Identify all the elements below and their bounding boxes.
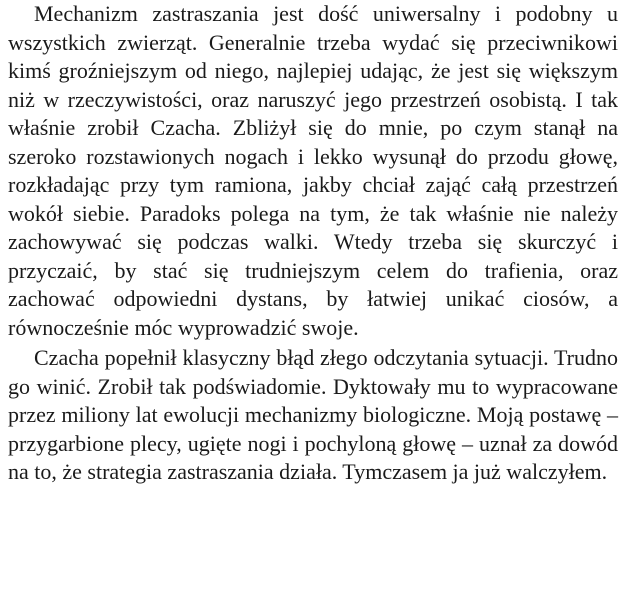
paragraph-1: Mechanizm zastraszania jest dość uniwersalny i podobny u wszystkich zwierząt. Generalnie trzeba wydać się przeciwnikowi kimś groźniejszym od niego, najlepiej udając, że jest się większym niż w rzeczywistości, oraz naruszyć jego przestrzeń osobistą. I tak właśnie zrobił Czacha. Zbliżył się do mnie, po czym stanął na szeroko rozstawionych nogach i lekko wysunął do przodu głowę, rozkładając przy tym ramiona, jakby chciał zająć całą przestrzeń wokół siebie. Paradoks polega na tym, że tak właśnie nie należy zachowywać się podczas walki. Wtedy trzeba się skurczyć i przyczaić, by stać się trudniejszym celem do trafienia, oraz zachować odpowiedni dystans, by łatwiej unikać ciosów, a równocześnie móc wyprowadzić swoje. bbox=[8, 1, 618, 340]
paragraph-2: Czacha popełnił klasyczny błąd złego odczytania sytuacji. Trudno go winić. Zrobił tak podświadomie. Dyktowały mu to wypracowane przez miliony lat ewolucji mechanizmy biologiczne. Moją postawę – przygarbione plecy, ugięte nogi i pochyloną głowę – uznał za dowód na to, że strategia zastraszania działa. Tymczasem ja już walczyłem. bbox=[8, 345, 618, 484]
